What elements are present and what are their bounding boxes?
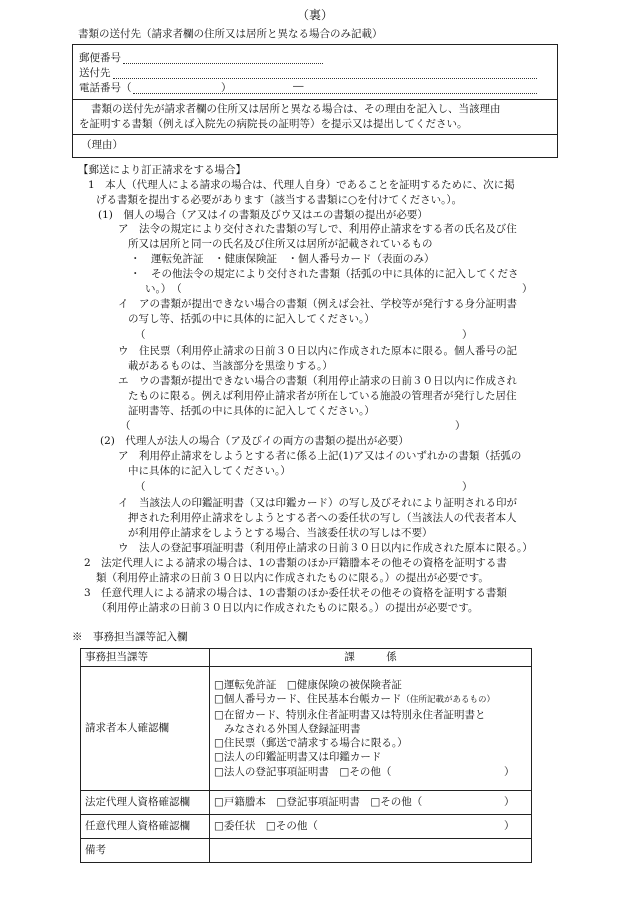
office-col1-header: 事務担当課等 — [81, 649, 210, 667]
divider — [73, 134, 557, 135]
mail-line: (2) 代理人が法人の場合（ア及びイの両方の書類の提出が必要） — [100, 435, 409, 447]
mail-line: 押された利用停止請求をしようとする者への委任状の写し（当該法人の代表者本人 — [128, 512, 517, 524]
mail-line: (1) 個人の場合（ア又はイの書類及びウ又はエの書類の提出が必要） — [98, 209, 428, 221]
identity-option[interactable]: □法人の印鑑証明書又は印鑑カード — [214, 751, 382, 764]
mail-line: イ アの書類が提出できない場合の書類（例えば会社、学校等が発行する身分証明書 — [118, 298, 517, 310]
legal-label: 法定代理人資格確認欄 — [81, 791, 210, 815]
remarks-field[interactable] — [210, 839, 532, 863]
mail-line: 3 任意代理人による請求の場合は、1の書類のほか委任状その他その資格を証明する書類 — [84, 587, 507, 599]
mail-line: ） — [522, 283, 533, 295]
remarks-label: 備考 — [81, 839, 210, 863]
identity-option[interactable]: □住民票（郵送で請求する場合に限る。） — [214, 737, 408, 750]
mail-line: ・ 運転免許証 ・健康保険証 ・個人番号カード（表面のみ） — [130, 253, 435, 265]
identity-label: 請求者本人確認欄 — [81, 667, 210, 791]
mail-line: ） — [455, 420, 466, 432]
mail-line: の写し等、括弧の中に具体的に記入してください。） — [128, 313, 375, 325]
mail-line: が利用停止請求をしようとする場合、当該委任状の写しは不要） — [128, 527, 433, 539]
mail-line: 載があるものは、当該部分を黒塗りする。） — [128, 360, 333, 372]
mail-line: 2 法定代理人による請求の場合は、1の書類のほか戸籍謄本その他その資格を証明する書 — [84, 557, 507, 569]
mail-line: ） — [462, 329, 473, 341]
phone-label: 電話番号（ — [79, 82, 132, 94]
office-table — [80, 648, 532, 863]
mail-line: ウ 法人の登記事項証明書（利用停止請求の日前３０日以内に作成された原本に限る。） — [118, 542, 533, 554]
mail-line: 1 本人（代理人による請求の場合は、代理人自身）であることを証明するために、次に掲 — [88, 179, 515, 191]
identity-option-cont: みなされる外国人登録証明書 — [224, 722, 361, 735]
identity-option[interactable]: □運転免許証 □健康保険の被保険者証 — [214, 678, 402, 691]
mail-line: （ — [120, 420, 131, 432]
mail-line: （ — [135, 329, 146, 341]
identity-checklist[interactable] — [210, 667, 532, 791]
mail-line: イ 当該法人の印鑑証明書（又は印鑑カード）の写し及びそれにより証明される印が — [118, 497, 517, 509]
address-field[interactable] — [113, 78, 537, 79]
mail-line: 所又は居所と同一の氏名及び住所又は居所が記載されているもの — [128, 238, 433, 250]
delivery-note-line2: を証明する書類（例えば入院先の病院長の証明等）を提示又は提出してください。 — [79, 118, 468, 130]
identity-option[interactable]: □法人の登記事項証明書 □その他（ ） — [214, 765, 515, 778]
mail-line: 証明書等、括弧の中に具体的に記入してください。） — [128, 405, 375, 417]
mail-line: （利用停止請求の日前３０日以内に作成されたものに限る。）の提出が必要です。 — [96, 602, 479, 614]
mail-line: ア 法令の規定により交付された書類の写しで、利用停止請求をする者の氏名及び住 — [118, 223, 517, 235]
phone-dash: ― — [293, 80, 304, 92]
mail-line: ） — [462, 481, 473, 493]
voluntary-checklist[interactable]: □委任状 □その他（ ） — [210, 815, 532, 839]
delivery-box — [72, 44, 558, 158]
divider — [73, 99, 557, 100]
office-heading: ※ 事務担当課等記入欄 — [72, 631, 188, 643]
postal-field[interactable] — [123, 63, 323, 64]
mail-line: い。） （ — [145, 283, 182, 295]
mail-line: 類（利用停止請求の日前３０日以内に作成されたものに限る。）の提出が必要です。 — [96, 572, 489, 584]
mail-heading: 【郵送により訂正請求をする場合】 — [78, 164, 246, 176]
mail-line: ・ その他法令の規定により交付された書類（括弧の中に具体的に記入してくださ — [130, 268, 519, 280]
mail-line: げる書類を提出する必要があります（該当する書類に○を付けてください。）。 — [96, 194, 463, 206]
mail-line: 中に具体的に記入してください。） — [128, 465, 291, 477]
identity-option[interactable]: □個人番号カード、住民基本台帳カード（住所記載があるもの） — [214, 693, 495, 706]
office-col2-header: 課 係 — [210, 649, 532, 667]
phone-field[interactable] — [133, 93, 537, 94]
page-title: （裏） — [296, 8, 333, 22]
mail-line: ウ 住民票（利用停止請求の日前３０日以内に作成された原本に限る。個人番号の記 — [118, 345, 517, 357]
delivery-note-line1: 書類の送付先が請求者欄の住所又は居所と異なる場合は、その理由を記入し、当該理由 — [91, 103, 501, 115]
legal-checklist[interactable]: □戸籍謄本 □登記事項証明書 □その他（ ） — [210, 791, 532, 815]
identity-option[interactable]: □在留カード、特別永住者証明書又は特別永住者証明書と — [214, 708, 486, 721]
mail-line: たものに限る。例えば利用停止請求者が所在している施設の管理者が発行した居住 — [128, 390, 517, 402]
mail-line: エ ウの書類が提出できない場合の書類（利用停止請求の日前３０日以内に作成され — [118, 375, 517, 387]
reason-label: （理由） — [81, 139, 123, 151]
mail-line: ア 利用停止請求をしようとする者に係る上記(1)ア又はイのいずれかの書類（括弧の — [118, 450, 522, 462]
voluntary-label: 任意代理人資格確認欄 — [81, 815, 210, 839]
delivery-heading: 書類の送付先（請求者欄の住所又は居所と異なる場合のみ記載） — [78, 28, 383, 40]
address-label: 送付先 — [79, 67, 111, 79]
postal-label: 郵便番号 — [79, 52, 121, 64]
mail-line: （ — [135, 481, 146, 493]
phone-paren-close: ） — [221, 82, 232, 94]
